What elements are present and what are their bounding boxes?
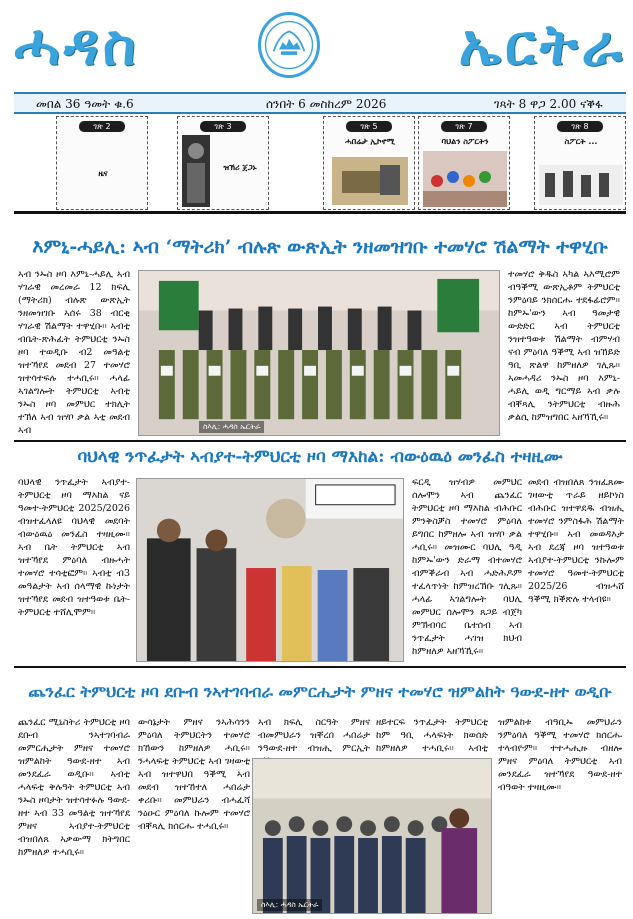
article-2-photo bbox=[136, 478, 404, 662]
issue-date: ሰንበት 6 መስከረም 2026 bbox=[266, 97, 387, 111]
section-divider bbox=[14, 666, 626, 668]
article-1-headline[interactable]: እምኒ-ሓይሊ: ኣብ ‘ማትሪክ’ ብሉጽ ውጽኢት ንዘመዝገቡ ተመሃሮ ሽልማት ተዋሂቡ bbox=[32, 236, 608, 258]
teaser-page-7[interactable] bbox=[418, 116, 510, 210]
article-1-photo bbox=[138, 270, 500, 436]
article-2-column-2: ፍርዲ ዝሃብዎ መምህር ሰሎሞን ኣብ ጨንፈር ትምህርቲ ዞባ ማእከል ብሕቡር ምንቅስቓስ ተመሃሮ ምዕባለ ይግበር ከምዘሎ ኣብ ዝሃቦ ቃል ሓቢሩ። መዝሙር ባህሊ ዓዲ ከምኡ'ውን ድራማ ብተመሃሮ ብምቕራብ ኣብ ሓድሕዶም ተፈላጥነት ከምዝረኽቡ ገሊጹ። ሓላፊ ኣገልግሎት ባህሊ መምህር ሰሎሞን ጸጋይ ብጀካ ምኽብባር ቤተሰብ ኣብ ንጥፈታት ሓገዝ ክህብ ከምዘለዎ ኣዘኻኺሩ። bbox=[412, 477, 522, 657]
teaser-page-8[interactable] bbox=[534, 116, 626, 210]
issue-info-bar bbox=[14, 92, 626, 114]
teaser-photo bbox=[539, 165, 623, 205]
issue-volume: መበል 36 ዓመት ቁ.6 bbox=[36, 97, 134, 111]
teaser-page-label: ገጽ 2 bbox=[79, 121, 125, 132]
article-3-photo-caption: ስእሊ: ሓዳስ ኤርትራ bbox=[257, 899, 322, 911]
article-3-column-4: ዘይተርፍ ንጥፈታት ትምህርቲ ከም ዓቢ ሓላፍነት ክወሰድ ከምዘለዎ ተሓቢሩ። ኣብቲ bbox=[376, 717, 488, 754]
article-2-headline[interactable]: ባህላዊ ንጥፈታት ኣብያተ-ትምህርቲ ዞባ ማእከል: ብውዕዉዕ መንፈስ ተዛዚሙ bbox=[77, 447, 563, 467]
teaser-page-2[interactable] bbox=[56, 116, 148, 210]
masthead-title-left: ሓዳስ bbox=[14, 12, 140, 78]
teaser-title: ሓበሬታ ኢኮኖሚ bbox=[345, 137, 395, 146]
article-3-headline[interactable]: ጨንፈር ትምህርቲ ዞባ ደቡብ ንኣተገባብራ መምርሒታት ምዘና ተመሃሮ ዝምልከት ዓውደ-ዘተ ወዲቡ bbox=[28, 682, 612, 701]
teaser-photo bbox=[332, 157, 408, 205]
teaser-photo bbox=[182, 135, 210, 207]
teaser-title: ስፖርት ... bbox=[564, 137, 598, 146]
teaser-page-label: ገጽ 5 bbox=[346, 121, 392, 132]
article-1-column-1: ኣብ ንኡስ ዞባ እምኒ-ሓይሊ ኣብ ሃገራዊ መረመራ 12 ክፍሊ (ማትሪክ) ብሉጽ ውጽኢት ንዘመዝገቡ ኣሰሩ 38 ብርቂ ሃገራዊ ሽልማት ተዋሂቡ። ኣብቲ ብቤት-ጽሕፈት ትምህርቲ ንኡስ ዞባ ተወዲቡ ብ2 መዓልቲ ዝተኻየደ መደብ 27 ተመሃሮ ዝተሳተፍሉ ተሓቢሩ። ሓላፊ ኣገልግሎት ትምህርቲ ኣብቲ ንኡስ ዞባ መምህር ተክሊት ተኽለ ኣብ ዝሃቦ ቃል ኣቲ መደብ ኣብ bbox=[18, 269, 130, 436]
article-3-column-2: ውሳኔታት ምዘና ንኣሕሳንን ምዕባለ ትምህርትን ተመሃሮ ክኸውን ከምዘለዎ ሓቢሩ። ንሓላፍቲ ትምህርቲ ኣብ ገዛውቲ ኣብ ዝተዋህበ ዓቕሚ ኣብ መደብ ዝተኸተለ ሓበሬታ ቀሪቡ። መምህራን ብሓፈሻ ንዕዑር ምዕባለ ኩሎም ተመሃሮ ብቐጻሊ ክሰርሑ ተሓቢሩ። bbox=[138, 717, 250, 832]
teaser-page-3[interactable] bbox=[177, 116, 269, 210]
article-1-column-2: ተመሃሮ ቅዱስ ኣካል ኣእሚሮም ብዓቕሚ ውጽኢቶም ትምህርቲ ንምዕባይ ንክሰርሑ ተደፋፊሮም። ከምኡ'ውን ኣብ ዓመታዊ ውድድር ኣብ ትምህርቲ ንዝተዓወቱ ሽልማት ብምሃብ ናብ ምዕባለ ዓቕሚ ኣብ ዝኸይድ ዓቢ ጽልዋ ከምዘለዎ ገሊጹ። ኣመሓዳሪ ንኡስ ዞባ እምኒ-ሓይሊ ወዲ ግርማይ ኣብ ቃሉ ብቐጻሊ ንትምህርቲ ብዙሕ ቃልሲ ከምዝግበር ኣዘኻኺሩ። bbox=[508, 269, 620, 423]
article-2-column-3: መደብ ብዝበለጸ ንዝፈጸሙ ገዛውቲ ጥራይ ዘይኮነስ ብሕቡር ዝተዋደዱ ብዝሒ ተመሃሮ ንምስፋሕ ሽልማት ተዋሂቡ። ኣብ መወዳእታ ኣብ ደረጃ ዞባ ዝተዓወቱ ኣብያተ-ትምህርቲ ንኩሎም ተመሃሮ ዓመተ-ትምህርቲ 2025/26 ብዝሓሸ ዓቕሚ ክቕጽሉ ተላብዩ። bbox=[528, 477, 624, 605]
eritrea-emblem-icon bbox=[258, 12, 320, 78]
teaser-page-label: ገጽ 3 bbox=[200, 121, 246, 132]
section-divider bbox=[14, 440, 626, 442]
teaser-page-label: ገጽ 8 bbox=[557, 121, 603, 132]
teaser-strip bbox=[14, 112, 626, 214]
teaser-page-5[interactable] bbox=[323, 116, 415, 210]
teaser-page-label: ገጽ 7 bbox=[441, 121, 487, 132]
teaser-title: ባህልን ስፖርትን bbox=[441, 137, 489, 146]
article-3-column-3: ኣብ ክፍሊ ስርዓት ምዘና ብመምህራን ዝቐረበ ሓበሬታ ንዓውደ-ዘተ ብዝሒ ምርኢት bbox=[258, 717, 370, 754]
teaser-photo bbox=[423, 151, 507, 207]
teaser-title: ዜና bbox=[98, 169, 108, 178]
article-2-column-1: ባህላዊ ንጥፈታት ኣብያተ-ትምህርቲ ዞባ ማእከል ናይ ዓመተ-ትምህርቲ 2025/2026 ብዝተፈላለዩ ባህላዊ መደባት ብውዕዉዕ መንፈስ ተዛዚሙ። ኣብ ቤት ትምህርቲ ኣብ ዝተኻየደ ምዕባለ ብዙሓት ተመሃሮ ተሳቲፎም። ኣብቲ ብ3 መዓልታት ኣብ ሰላማዊ ኩነታት ዝተኻየደ መደብ ዝተዓወቱ ቤት-ትምህርቲ ተሸሊሞም። bbox=[18, 477, 130, 618]
article-1-photo-caption: ስእሊ: ሓዳስ ኤርትራ bbox=[199, 421, 264, 433]
article-3-photo bbox=[252, 758, 492, 914]
article-3-column-5: ዝምልከቱ ብዓቢኡ መምህራን ንምዕባለ ዓቕሚ ተመሃሮ ክሰርሑ ተላብዮም። ተተሓሒዙ ብዘሎ ምዘና ምዕባለ ትምህርቲ ኣብ መንደፈራ ዝተኻየደ ዓውደ-ዘተ ብዓወት ተዛዚሙ። bbox=[498, 717, 622, 793]
masthead-title-right: ኤርትራ bbox=[458, 12, 626, 78]
teaser-title: ዝኽሪ ጀጋኑ bbox=[223, 163, 257, 172]
article-3-column-1: ጨንፈር ሚኒስትሪ ትምህርቲ ዞባ ደቡብ ንኣተገባብራ መምርሒታት ምዘና ተመሃሮ ዝምልከት ዓውደ-ዘተ ኣብ መንደፈራ ወዲቡ። ኣብቲ ሓላፍቲ ቅሉዓት ትምህርቲ ኣብ ንኡስ ዞባታት ዝተሳተፉሉ ዓውደ-ዘተ ኣብ 33 መዓልቲ ዝተኻየደ ምዘና ኣብያተ-ትምህርቲ ብዝበለጸ ኣቃውማ ክትግበር ከምዘለዎ ተሓቢሩ። bbox=[18, 717, 130, 858]
issue-price: ገጻት 8 ዋጋ 2.00 ናቕፋ bbox=[494, 97, 603, 111]
